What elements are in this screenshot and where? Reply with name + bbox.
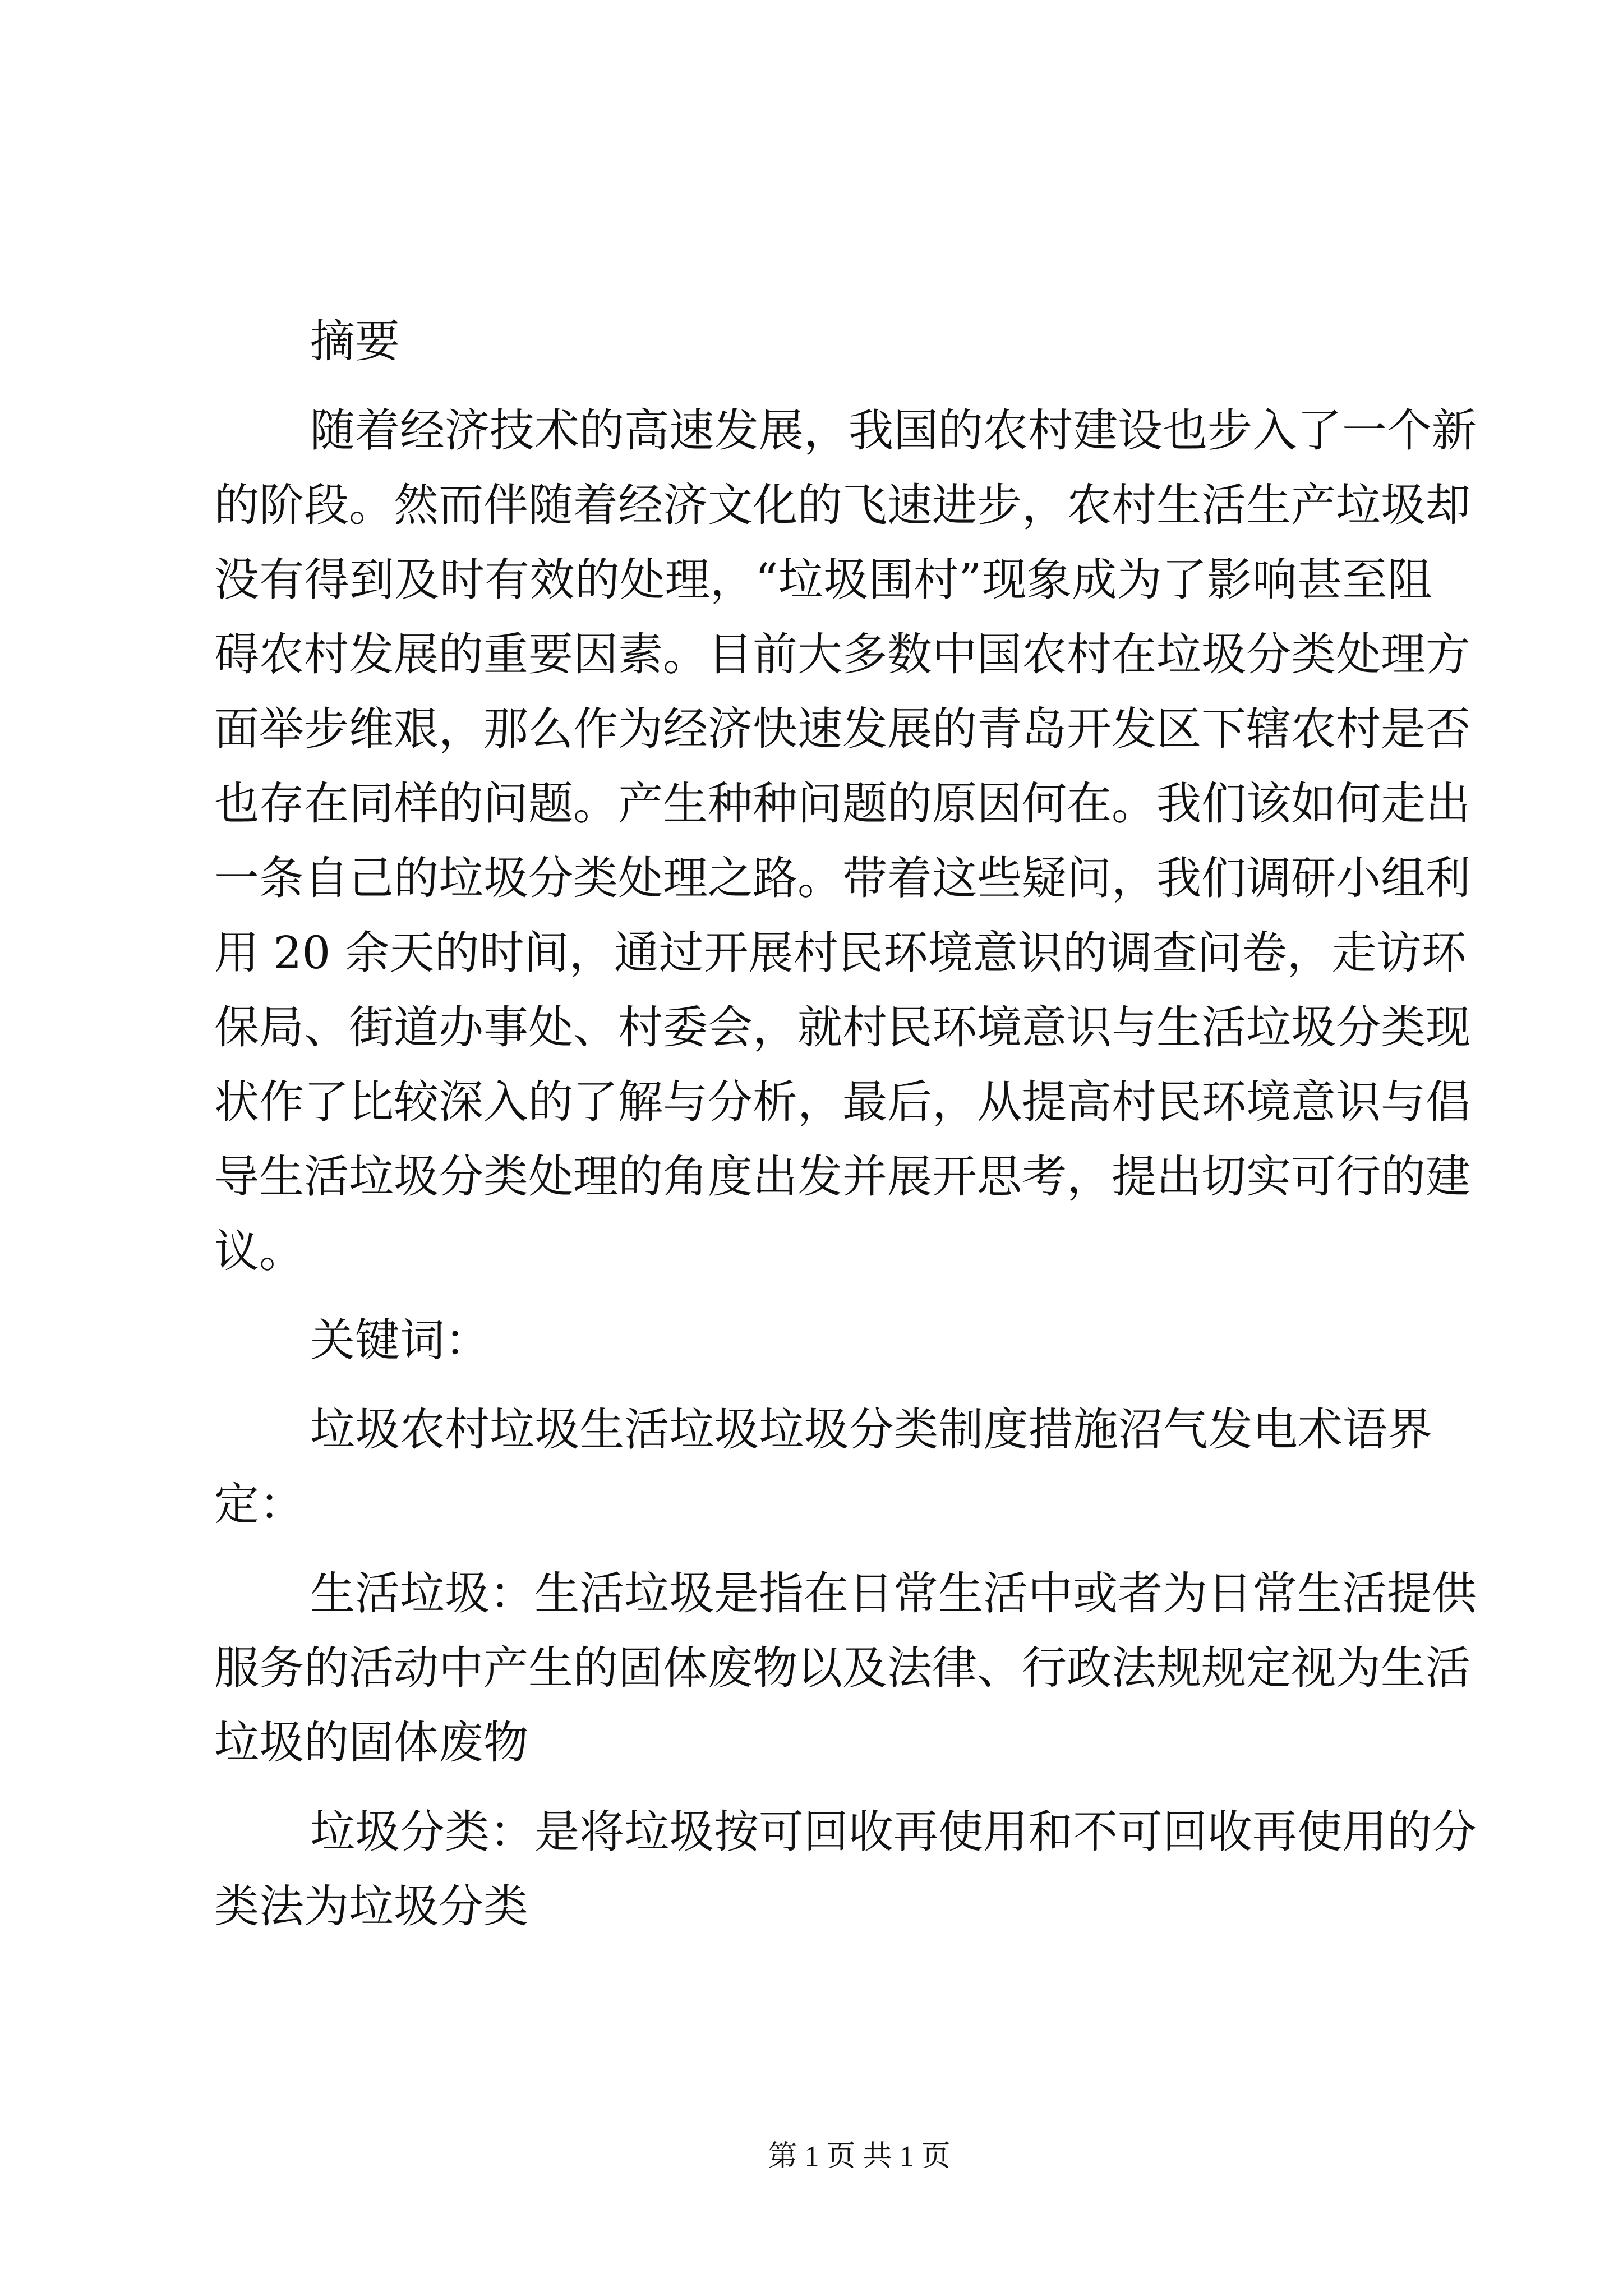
- paragraph-line: 状作了比较深入的了解与分析，最后，从提高村民环境意识与倡: [214, 1076, 1470, 1128]
- paragraph: [214, 1303, 1432, 1378]
- paragraph-line: 生活垃圾：生活垃圾是指在日常生活中或者为日常生活提供: [310, 1567, 1477, 1619]
- paragraph: [214, 304, 1432, 379]
- paragraph-line: 关键词：: [310, 1314, 490, 1366]
- paragraph-line: 也存在同样的问题。产生种种问题的原因何在。我们该如何走出: [214, 777, 1470, 830]
- paragraph-line: 垃圾分类：是将垃圾按可回收再使用和不可回收再使用的分: [310, 1806, 1477, 1858]
- paragraph-line: 用 20 余天的时间，通过开展村民环境意识的调查问卷，走访环: [214, 927, 1467, 979]
- paragraph: [214, 1556, 1477, 1780]
- paragraph: [214, 393, 1477, 1289]
- paragraph-line: 碍农村发展的重要因素。目前大多数中国农村在垃圾分类处理方: [214, 628, 1470, 680]
- paragraph-line: 垃圾农村垃圾生活垃圾垃圾分类制度措施沼气发电术语界: [310, 1404, 1432, 1456]
- paragraph: [214, 1795, 1477, 1944]
- document-body: [214, 304, 1477, 1944]
- paragraph-line: 随着经济技术的高速发展，我国的农村建设也步入了一个新: [310, 404, 1477, 457]
- paragraph-line: 议。: [214, 1225, 304, 1277]
- paragraph-line: 保局、街道办事处、村委会，就村民环境意识与生活垃圾分类现: [214, 1001, 1470, 1053]
- paragraph-line: 服务的活动中产生的固体废物以及法律、行政法规规定视为生活: [214, 1642, 1470, 1694]
- paragraph-line: 定：: [214, 1478, 304, 1530]
- paragraph-line: 的阶段。然而伴随着经济文化的飞速进步，农村生活生产垃圾却: [214, 479, 1470, 531]
- paragraph-line: 摘要: [310, 315, 400, 367]
- page-footer: 第 1 页 共 1 页: [768, 2141, 951, 2173]
- paragraph-line: 面举步维艰，那么作为经济快速发展的青岛开发区下辖农村是否: [214, 703, 1470, 755]
- paragraph-line: 垃圾的固体废物: [214, 1717, 528, 1769]
- paragraph: [214, 1392, 1432, 1542]
- paragraph-line: 类法为垃圾分类: [214, 1880, 528, 1932]
- paragraph-line: 一条自己的垃圾分类处理之路。带着这些疑问，我们调研小组利: [214, 852, 1470, 904]
- paragraph-line: 导生活垃圾分类处理的角度出发并展开思考，提出切实可行的建: [214, 1151, 1470, 1203]
- paragraph-line: 没有得到及时有效的处理，“垃圾围村”现象成为了影响甚至阻: [214, 554, 1432, 606]
